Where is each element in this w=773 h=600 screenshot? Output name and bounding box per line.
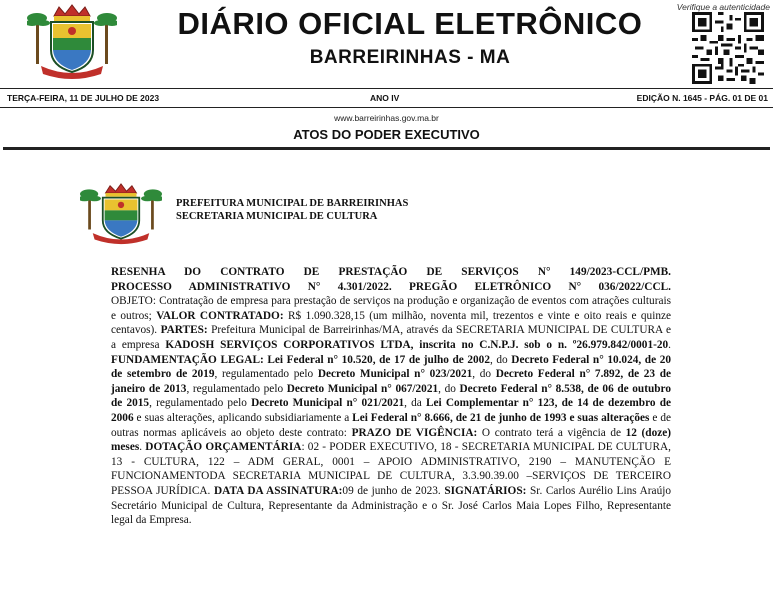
text-fragment: , do	[489, 353, 512, 366]
process-heading: PROCESSO ADMINISTRATIVO N° 4.301/2022. PREGÃO ELETRÔNICO N° 036/2022/CCL.	[111, 280, 671, 293]
text-fragment: , regulamentado pelo	[186, 382, 287, 395]
legal-reference: Decreto Municipal n° 021/2021	[251, 397, 405, 410]
object-text: OBJETO: Contratação de empresa para prestação de serviços na produção e organização de eventos com atrações culturais e outros;	[111, 295, 671, 322]
info-bar	[0, 93, 773, 107]
issue-date: TERÇA-FEIRA, 11 DE JULHO DE 2023	[7, 93, 160, 103]
text-fragment: , regulamentado pelo	[149, 397, 252, 410]
legal-reference: Decreto Federal n° 8.538, de 06 de outubro de 2015	[111, 382, 671, 410]
parties-text: Prefeitura Municipal de Barreirinhas/MA, através da SECRETARIA MUNICIPAL DE CULTURA e a empresa	[111, 324, 671, 351]
legal-reference: Decreto Federal n° 10.024, de 20 de setembro de 2019	[111, 353, 671, 381]
verify-authenticity-label: Verifique a autenticidade	[676, 2, 770, 12]
organization-name: PREFEITURA MUNICIPAL DE BARREIRINHAS	[176, 198, 409, 209]
text-fragment: e de outras normas aplicáveis ao objeto deste contrato:	[111, 411, 671, 439]
issue-year: ANO IV	[370, 93, 400, 103]
signature-date: 09 de junho de 2023.	[342, 484, 445, 497]
contract-summary	[111, 265, 671, 528]
department-name: SECRETARIA MUNICIPAL DE CULTURA	[176, 211, 378, 222]
text-fragment: , regulamentado pelo	[214, 368, 318, 381]
text-fragment: , da	[404, 397, 426, 410]
legal-basis-label: FUNDAMENTAÇÃO LEGAL: Lei Federal n° 10.520, de 17 de julho de 2002	[111, 353, 490, 366]
company-name: KADOSH SERVIÇOS CORPORATIVOS LTDA, inscrita no C.N.P.J. sob o n. º26.979.842/0001-20	[165, 338, 669, 351]
legal-reference: Decreto Municipal n° 023/2021	[317, 368, 473, 381]
text-fragment: , do	[472, 368, 496, 381]
municipal-crest-icon	[80, 182, 162, 246]
publication-location: BARREIRINHAS - MA	[309, 47, 511, 68]
value-label: VALOR CONTRATADO:	[156, 309, 284, 322]
qr-code-icon[interactable]	[692, 12, 764, 84]
budget-label: DOTAÇÃO ORÇAMENTÁRIA	[145, 441, 302, 454]
budget-text: : 02 - PODER EXECUTIVO, 18 - SECRETARIA MUNICIPAL DE CULTURA, 13 - CULTURA, 122 – ADM GERAL, 0001 – APOIO ADMINISTRATIVO, 2190 – MANUTENÇÃO E FUNCIONAMENTODA SECRETARIA MUNICIPAL DE CULTURA, 3.3.90.39.00 –SERVIÇOS DE TERCEIRO PESSOA JURÍDICA.	[111, 441, 671, 497]
section-divider	[3, 147, 770, 150]
text-fragment: O contrato terá a vigência de	[477, 426, 626, 439]
signature-date-label: DATA DA ASSINATURA:	[214, 484, 343, 497]
issuing-organization	[176, 197, 408, 223]
value-text: R$ 1.090.328,15 (um milhão, noventa mil, trezentos e vinte e oito reais e quinze centavos).	[111, 309, 672, 337]
edition-page: EDIÇÃO N. 1645 - PÁG. 01 DE 01	[636, 93, 768, 103]
text-fragment: e suas alterações, aplicando subsidiariamente a	[133, 411, 353, 424]
parties-label: PARTES:	[160, 324, 208, 337]
text-fragment: .	[139, 441, 146, 454]
text-fragment: .	[668, 338, 671, 351]
term-duration: 12 (doze) meses	[111, 426, 672, 454]
website-link[interactable]: www.barreirinhas.gov.ma.br	[334, 113, 439, 123]
legal-reference: Lei Complementar n° 123, de 14 de dezembro de 2006	[111, 397, 672, 424]
legal-reference: Lei Federal n° 8.666, de 21 de junho de 1993 e suas alterações	[352, 411, 650, 424]
info-bar-bottom-rule	[0, 107, 773, 108]
text-fragment: , do	[438, 382, 460, 395]
legal-reference: Decreto Municipal n° 067/2021	[286, 382, 439, 395]
municipal-crest-icon	[27, 2, 117, 80]
section-title: ATOS DO PODER EXECUTIVO	[293, 127, 480, 142]
signatories-label: SIGNATÁRIOS:	[444, 484, 527, 497]
publication-title: DIÁRIO OFICIAL ELETRÔNICO	[177, 6, 643, 41]
term-label: PRAZO DE VIGÊNCIA:	[351, 426, 478, 439]
signatories-text: Sr. Carlos Aurélio Lins Araújo Secretário Municipal de Cultura, Representante da Administração e o Sr. José Carlos Maia Lopes Filho, Representante legal da Empresa.	[111, 484, 672, 527]
legal-reference: Decreto Federal n° 7.892, de 23 de janeiro de 2013	[111, 368, 672, 395]
info-bar-top-rule	[0, 88, 773, 89]
contract-heading: RESENHA DO CONTRATO DE PRESTAÇÃO DE SERVIÇOS N° 149/2023-CCL/PMB.	[111, 266, 671, 278]
